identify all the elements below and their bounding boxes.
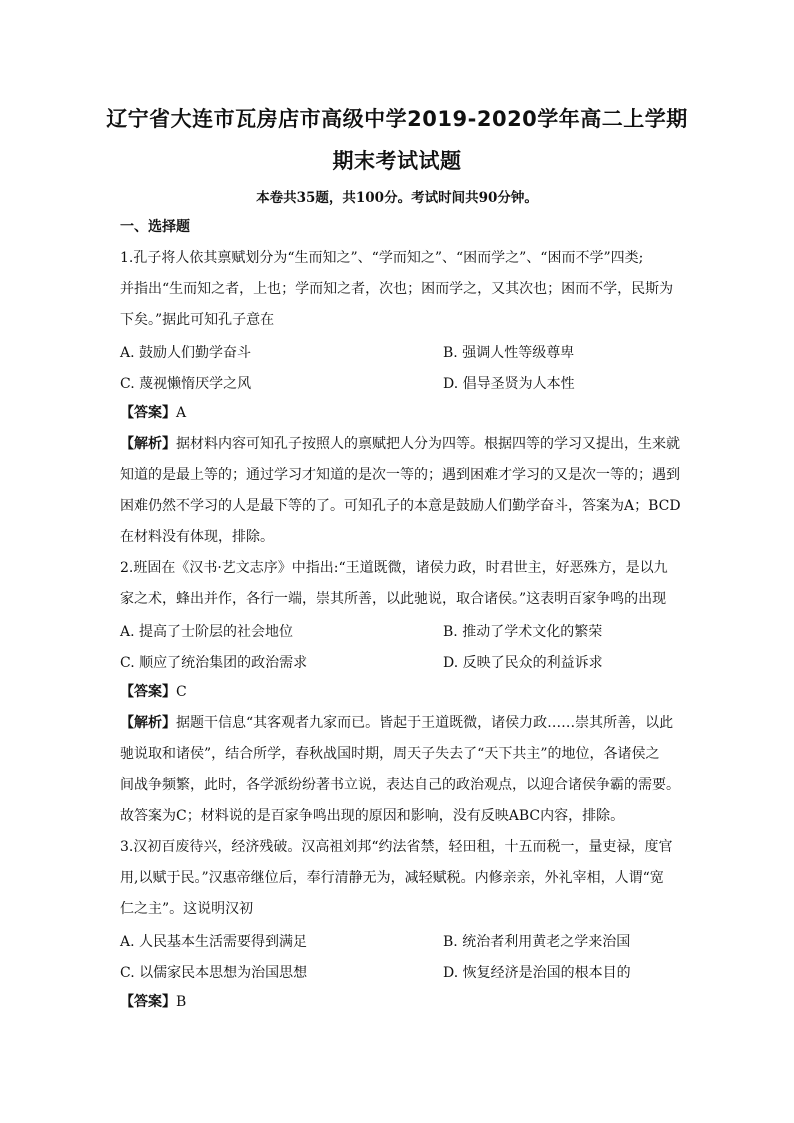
q2-option-c: C. 顺应了统治集团的政治需求 [120,655,308,671]
q2-analysis-line-1 [120,714,680,732]
answer-label: 【答案】 [120,405,176,421]
q1-stem-line-3: 下矣。”据此可知孔子意在 [120,312,275,328]
q2-option-b: B. 推动了学术文化的繁荣 [443,624,603,640]
q3-option-a: A. 人民基本生活需要得到满足 [120,934,308,950]
q1-analysis-line-3: 困难仍然不学习的人是最下等的了。可知孔子的本意是鼓励人们勤学奋斗，答案为A；BCD [120,498,681,514]
answer-value: B [176,994,187,1010]
q1-stem-line-2: 并指出“生而知之者，上也；学而知之者，次也；困而学之，又其次也；困而不学，民斯为 [120,281,674,297]
q1-analysis-line-1 [120,435,680,453]
analysis-text: 据题干信息“其客观者九家而已。皆起于王道既微，诸侯力政……崇其所善，以此 [176,715,674,731]
answer-label: 【答案】 [120,684,176,700]
analysis-text: 据材料内容可知孔子按照人的禀赋把人分为四等。根据四等的学习又提出，生来就 [176,436,680,452]
q1-option-d: D. 倡导圣贤为人本性 [443,376,575,392]
q3-option-b: B. 统治者利用黄老之学来治国 [443,934,631,950]
q3-stem-line-2: 用,以赋于民。”汉惠帝继位后，奉行清静无为，减轻赋税。内修亲亲，外礼宰相，人谓“宽 [120,870,664,886]
q2-analysis-line-3: 间战争频繁，此时，各学派纷纷著书立说，表达自己的政治观点，以迎合诸侯争霸的需要。 [120,777,680,793]
q3-option-d: D. 恢复经济是治国的根本目的 [443,965,631,981]
q1-option-c: C. 蔑视懒惰厌学之风 [120,376,252,392]
q1-analysis-line-4: 在材料没有体现，排除。 [120,529,274,545]
q1-analysis-line-2: 知道的是最上等的；通过学习才知道的是次一等的；遇到困难才学习的又是次一等的；遇到 [120,467,680,483]
analysis-label: 【解析】 [120,715,176,731]
page-title-line-2: 期末考试试题 [332,149,462,173]
q1-stem-line-1: 1.孔子将人依其禀赋划分为“生而知之”、“学而知之”、“困而学之”、“困而不学”四类; [120,250,644,266]
q1-option-b: B. 强调人性等级尊卑 [443,345,575,361]
q2-analysis-line-2: 驰说取和诸侯”，结合所学，春秋战国时期，周天子失去了“天下共主”的地位，各诸侯之 [120,746,660,762]
q3-stem-line-1: 3.汉初百废待兴，经济残破。汉高祖刘邦“约法省禁，轻田租，十五而税一，量吏禄，度官 [120,839,673,855]
q2-option-a: A. 提高了士阶层的社会地位 [120,624,294,640]
q2-stem-line-2: 家之术，蜂出并作，各行一端，崇其所善，以此驰说，取合诸侯。”这表明百家争鸣的出现 [120,591,667,607]
q2-answer [120,683,680,701]
answer-label: 【答案】 [120,994,176,1010]
answer-value: A [176,405,187,421]
q3-stem-line-3: 仁之主”。这说明汉初 [120,901,254,917]
q3-answer [120,993,680,1011]
q3-option-c: C. 以儒家民本思想为治国思想 [120,965,308,981]
q2-option-d: D. 反映了民众的利益诉求 [443,655,603,671]
analysis-label: 【解析】 [120,436,176,452]
q2-analysis-line-4: 故答案为C；材料说的是百家争鸣出现的原因和影响，没有反映ABC内容，排除。 [120,808,625,824]
answer-value: C [176,684,187,700]
page-title-line-1: 辽宁省大连市瓦房店市高级中学2019-2020学年高二上学期 [106,107,688,131]
exam-info-subtitle: 本卷共35题，共100分。考试时间共90分钟。 [256,190,538,206]
section-heading: 一、选择题 [120,219,190,235]
q1-answer [120,404,680,422]
q2-stem-line-1: 2.班固在《汉书·艺文志序》中指出:“王道既微，诸侯力政，时君世主，好恶殊方，是以九 [120,560,668,576]
q1-option-a: A. 鼓励人们勤学奋斗 [120,345,252,361]
